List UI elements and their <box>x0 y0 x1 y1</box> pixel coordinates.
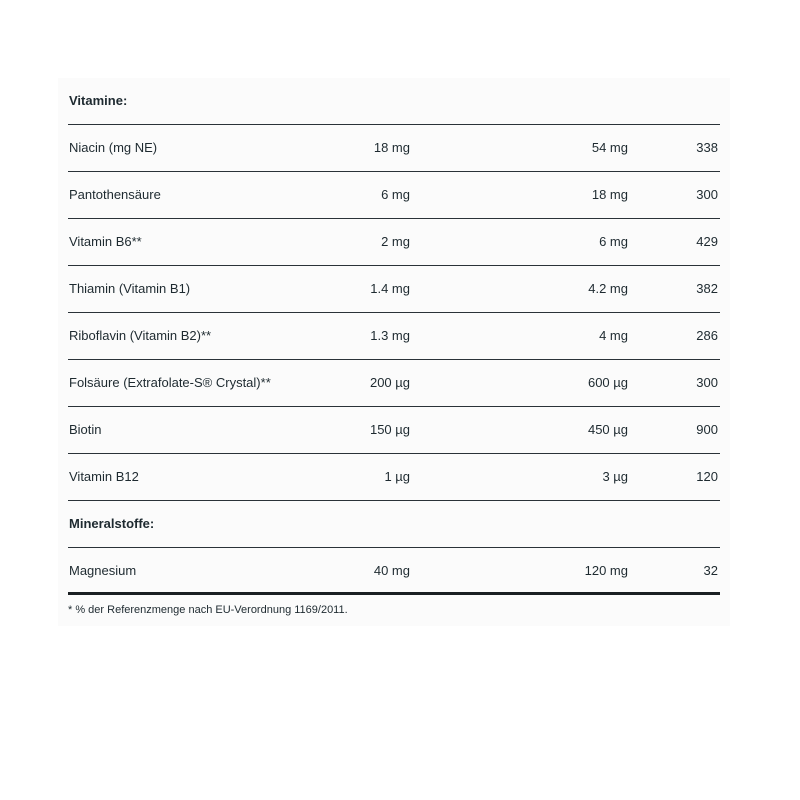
dose-single: 18 mg <box>373 140 410 155</box>
dose-daily: 4 mg <box>599 328 628 343</box>
dose-single: 200 µg <box>369 375 410 390</box>
table-row <box>68 266 720 313</box>
reference-percent: 120 <box>696 469 718 484</box>
table-row <box>68 219 720 266</box>
nutrient-name: Niacin (mg NE) <box>69 140 158 155</box>
section-heading-row <box>68 78 720 125</box>
reference-percent: 300 <box>696 187 718 202</box>
dose-daily: 18 mg <box>591 187 628 202</box>
dose-daily: 6 mg <box>599 234 628 249</box>
dose-single: 150 µg <box>369 422 410 437</box>
table-row <box>68 313 720 360</box>
dose-daily: 54 mg <box>591 140 628 155</box>
nutrition-table <box>68 78 720 595</box>
dose-daily: 3 µg <box>602 469 628 484</box>
dose-single: 1.4 mg <box>370 281 410 296</box>
reference-percent: 32 <box>703 563 718 578</box>
dose-single: 1.3 mg <box>370 328 410 343</box>
reference-percent: 286 <box>696 328 718 343</box>
dose-single: 1 µg <box>384 469 410 484</box>
footnote: * % der Referenzmenge nach EU-Verordnung 1169/2011. <box>68 604 348 616</box>
nutrient-name: Magnesium <box>69 563 137 578</box>
nutrient-name: Riboflavin (Vitamin B2)** <box>69 328 212 343</box>
table-row <box>68 454 720 501</box>
dose-daily: 600 µg <box>587 375 628 390</box>
table-row <box>68 125 720 172</box>
dose-daily: 120 mg <box>584 563 628 578</box>
nutrient-name: Thiamin (Vitamin B1) <box>69 281 191 296</box>
dose-single: 2 mg <box>381 234 410 249</box>
dose-daily: 450 µg <box>587 422 628 437</box>
nutrient-name: Vitamin B12 <box>69 469 139 484</box>
dose-single: 40 mg <box>373 563 410 578</box>
table-row <box>68 548 720 595</box>
dose-daily: 4.2 mg <box>588 281 628 296</box>
section-heading: Vitamine: <box>69 93 128 108</box>
nutrient-name: Pantothensäure <box>69 187 161 202</box>
section-heading: Mineralstoffe: <box>69 516 155 531</box>
reference-percent: 382 <box>696 281 718 296</box>
nutrient-name: Vitamin B6** <box>69 234 142 249</box>
reference-percent: 300 <box>696 375 718 390</box>
table-row <box>68 407 720 454</box>
dose-single: 6 mg <box>381 187 410 202</box>
reference-percent: 338 <box>696 140 718 155</box>
reference-percent: 429 <box>696 234 718 249</box>
nutrient-name: Folsäure (Extrafolate-S® Crystal)** <box>69 375 271 390</box>
table-row <box>68 360 720 407</box>
reference-percent: 900 <box>696 422 718 437</box>
table-row <box>68 172 720 219</box>
nutrient-name: Biotin <box>69 422 102 437</box>
section-heading-row <box>68 501 720 548</box>
